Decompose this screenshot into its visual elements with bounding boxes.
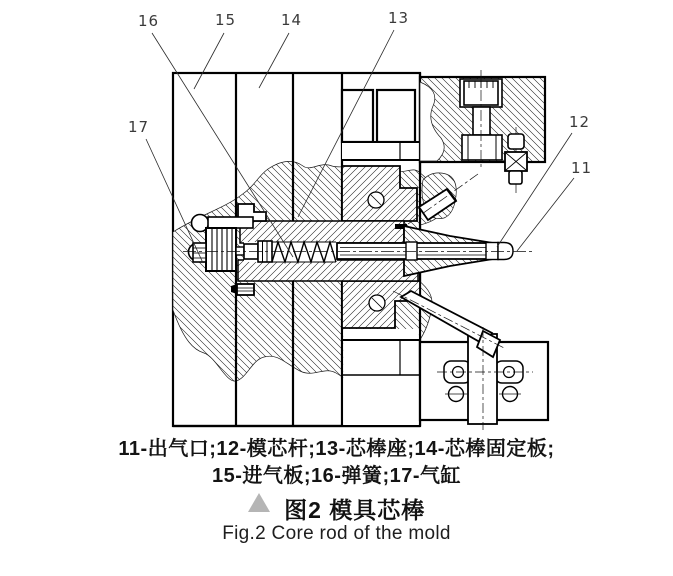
figure-title-en: Fig.2 Core rod of the mold bbox=[222, 523, 451, 544]
air-valve-plug bbox=[505, 127, 527, 193]
part-label-14: 14 bbox=[281, 11, 303, 29]
rod-nose-tip bbox=[498, 243, 513, 260]
part-label-17: 17 bbox=[128, 118, 150, 136]
part-label-15: 15 bbox=[215, 11, 237, 29]
part-label-16: 16 bbox=[138, 12, 160, 30]
parts-caption-line-2: 15-进气板;16-弹簧;17-气缸 bbox=[211, 465, 462, 487]
part-label-13: 13 bbox=[388, 9, 410, 27]
triangle-marker-icon bbox=[248, 493, 270, 512]
part-label-12: 12 bbox=[569, 113, 591, 131]
part-label-11: 11 bbox=[571, 159, 593, 177]
figure-title-row bbox=[0, 492, 673, 525]
parts-caption-line-1: 11-出气口;12-模芯杆;13-芯棒座;14-芯棒固定板; bbox=[118, 438, 555, 460]
figure-title-zh: 图2 模具芯棒 bbox=[284, 497, 426, 523]
